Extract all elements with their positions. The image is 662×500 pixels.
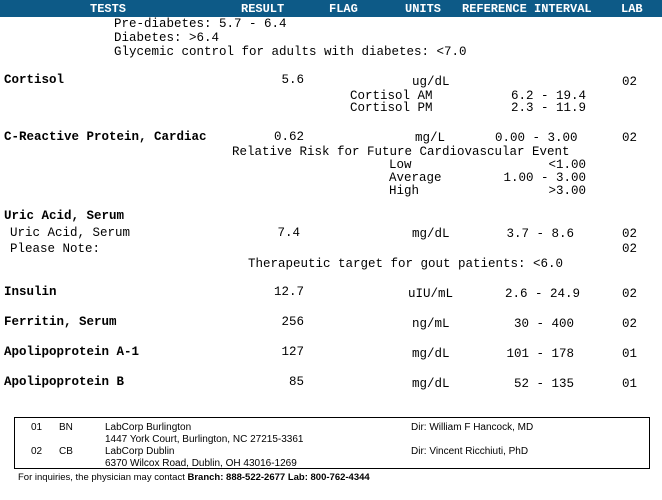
- result-uric-acid: 7.4: [277, 226, 300, 240]
- result-crp: 0.62: [273, 130, 304, 144]
- lab-director-dublin: Dir: Vincent Ricchiuti, PhD: [411, 446, 529, 457]
- lab-name-dublin: LabCorp Dublin: [105, 446, 175, 457]
- lab-apolipoprotein-a1: 01: [622, 347, 638, 361]
- crp-risk-low-label: Low: [389, 158, 412, 172]
- lab-code-02: 02: [31, 446, 43, 457]
- lab-abbr-bn: BN: [59, 422, 73, 433]
- hba1c-note-diabetes: Diabetes: >6.4: [114, 31, 220, 45]
- lab-insulin: 02: [622, 287, 638, 301]
- test-name-insulin: Insulin: [4, 285, 57, 299]
- lab-name-burlington: LabCorp Burlington: [105, 422, 192, 433]
- result-insulin: 12.7: [273, 285, 304, 299]
- reference-crp: 0.00 - 3.00: [495, 131, 578, 145]
- result-apolipoprotein-a1: 127: [281, 345, 304, 359]
- crp-risk-title: Relative Risk for Future Cardiovascular Event: [232, 145, 570, 159]
- test-name-ferritin: Ferritin, Serum: [4, 315, 117, 329]
- lab-apolipoprotein-b: 01: [622, 377, 638, 391]
- test-name-crp: C-Reactive Protein, Cardiac: [4, 130, 207, 144]
- inquiry-text: For inquiries, the physician may contact: [18, 472, 188, 483]
- cortisol-pm-range: 2.3 - 11.9: [510, 101, 586, 115]
- uric-note-label: Please Note:: [10, 242, 101, 256]
- inquiry-phone-numbers: Branch: 888-522-2677 Lab: 800-762-4344: [187, 472, 370, 483]
- lab-ferritin: 02: [622, 317, 638, 331]
- inquiry-line: [18, 472, 370, 483]
- units-cortisol: ug/dL: [412, 75, 450, 89]
- crp-risk-low-value: <1.00: [548, 158, 586, 172]
- cortisol-am-range: 6.2 - 19.4: [510, 89, 586, 103]
- header-result: RESULT: [241, 2, 285, 16]
- result-cortisol: 5.6: [281, 73, 304, 87]
- header-tests: TESTS: [90, 2, 127, 16]
- header-lab: LAB: [621, 2, 643, 16]
- lab-uric-acid: 02: [622, 227, 638, 241]
- result-ferritin: 256: [281, 315, 304, 329]
- header-reference: REFERENCE INTERVAL: [462, 2, 592, 16]
- test-name-apolipoprotein-b: Apolipoprotein B: [4, 375, 125, 389]
- reference-ferritin: 30 - 400: [513, 317, 574, 331]
- crp-risk-average-label: Average: [389, 171, 442, 185]
- uric-note-lab: 02: [622, 242, 638, 256]
- units-uric-acid: mg/dL: [412, 227, 450, 241]
- hba1c-note-prediabetes: Pre-diabetes: 5.7 - 6.4: [114, 17, 287, 31]
- lab-address-burlington: 1447 York Court, Burlington, NC 27215-3361: [105, 434, 304, 445]
- units-crp: mg/L: [415, 131, 446, 145]
- header-flag: FLAG: [329, 2, 358, 16]
- test-name-apolipoprotein-a1: Apolipoprotein A-1: [4, 345, 140, 359]
- reference-insulin: 2.6 - 24.9: [504, 287, 580, 301]
- hba1c-note-glycemic: Glycemic control for adults with diabetes: <7.0: [114, 45, 467, 59]
- units-insulin: uIU/mL: [408, 287, 454, 301]
- units-apolipoprotein-a1: mg/dL: [412, 347, 450, 361]
- reference-apolipoprotein-b: 52 - 135: [513, 377, 574, 391]
- lab-code-01: 01: [31, 422, 43, 433]
- crp-risk-average-value: 1.00 - 3.00: [503, 171, 586, 185]
- crp-risk-high-label: High: [389, 184, 420, 198]
- cortisol-pm-label: Cortisol PM: [350, 101, 433, 115]
- section-uric-acid: Uric Acid, Serum: [4, 209, 125, 223]
- result-apolipoprotein-b: 85: [288, 375, 304, 389]
- uric-note-text: Therapeutic target for gout patients: <6.0: [248, 257, 564, 271]
- reference-apolipoprotein-a1: 101 - 178: [506, 347, 574, 361]
- test-name-uric-acid: Uric Acid, Serum: [10, 226, 131, 240]
- reference-uric-acid: 3.7 - 8.6: [506, 227, 574, 241]
- crp-risk-high-value: >3.00: [548, 184, 586, 198]
- lab-director-burlington: Dir: William F Hancock, MD: [411, 422, 534, 433]
- lab-crp: 02: [622, 131, 638, 145]
- cortisol-am-label: Cortisol AM: [350, 89, 433, 103]
- header-units: UNITS: [405, 2, 442, 16]
- units-ferritin: ng/mL: [412, 317, 450, 331]
- test-name-cortisol: Cortisol: [4, 73, 65, 87]
- lab-directory-box: [14, 417, 650, 469]
- lab-cortisol: 02: [622, 75, 638, 89]
- column-header-bar: [0, 0, 662, 17]
- lab-abbr-cb: CB: [59, 446, 73, 457]
- lab-address-dublin: 6370 Wilcox Road, Dublin, OH 43016-1269: [105, 458, 297, 469]
- units-apolipoprotein-b: mg/dL: [412, 377, 450, 391]
